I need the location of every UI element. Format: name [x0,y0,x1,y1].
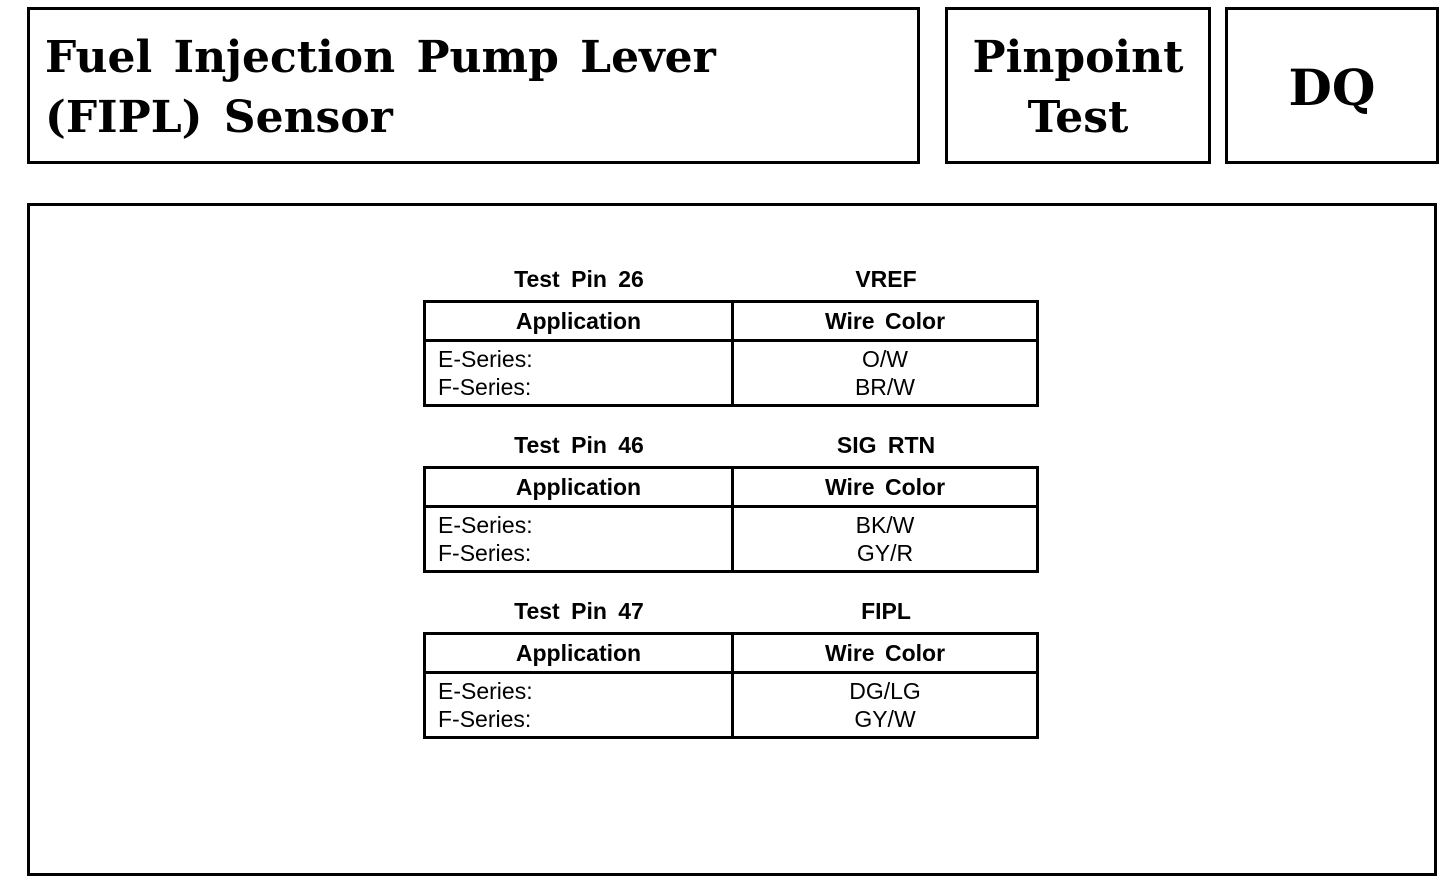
table-row [425,341,1038,406]
test-code-box [1225,7,1439,164]
column-header-wire-color: Wire Color [733,302,1038,341]
column-header-wire-color: Wire Color [733,634,1038,673]
pin-label: Test Pin 46 [514,432,644,458]
wire-color-table-pin-46 [423,466,1039,573]
application-cell [425,341,733,406]
application-f-series: F-Series: [438,540,532,566]
application-cell [425,673,733,738]
wire-color-e-series: DG/LG [849,678,921,704]
table-row [425,673,1038,738]
pin-signal: FIPL [861,598,911,624]
column-header-wire-color: Wire Color [733,468,1038,507]
test-code: DQ [1288,58,1376,117]
pin-header-26 [425,266,1039,296]
pin-header-47 [425,598,1039,628]
title-line-1: Fuel Injection Pump Lever [45,32,716,83]
pin-signal: SIG RTN [836,432,936,458]
table-row [425,507,1038,572]
test-type-line-1: Pinpoint [972,32,1184,83]
application-cell [425,507,733,572]
test-type-box [945,7,1211,164]
wire-color-e-series: BK/W [855,512,915,538]
wire-color-cell [733,673,1038,738]
wire-color-f-series: GY/R [856,540,914,566]
table-header-row [425,634,1038,673]
pin-header-46 [425,432,1039,462]
column-header-application: Application [425,302,733,341]
pin-label: Test Pin 26 [514,266,644,292]
application-e-series: E-Series: [438,346,533,372]
wire-color-table-pin-47 [423,632,1039,739]
application-e-series: E-Series: [438,678,533,704]
test-type-line-2: Test [1027,92,1129,143]
wire-color-e-series: O/W [862,346,908,372]
wire-color-cell [733,341,1038,406]
pin-signal: VREF [855,266,917,292]
application-e-series: E-Series: [438,512,533,538]
application-f-series: F-Series: [438,706,532,732]
title-line-2: (FIPL) Sensor [45,92,393,143]
wire-color-table-pin-26 [423,300,1039,407]
wire-color-cell [733,507,1038,572]
pin-label: Test Pin 47 [514,598,644,624]
column-header-application: Application [425,468,733,507]
wire-color-f-series: GY/W [854,706,916,732]
title-box [27,7,920,164]
column-header-application: Application [425,634,733,673]
application-f-series: F-Series: [438,374,532,400]
table-header-row [425,302,1038,341]
table-header-row [425,468,1038,507]
page-title [45,28,716,148]
test-type-label [948,28,1208,148]
wire-color-f-series: BR/W [854,374,916,400]
